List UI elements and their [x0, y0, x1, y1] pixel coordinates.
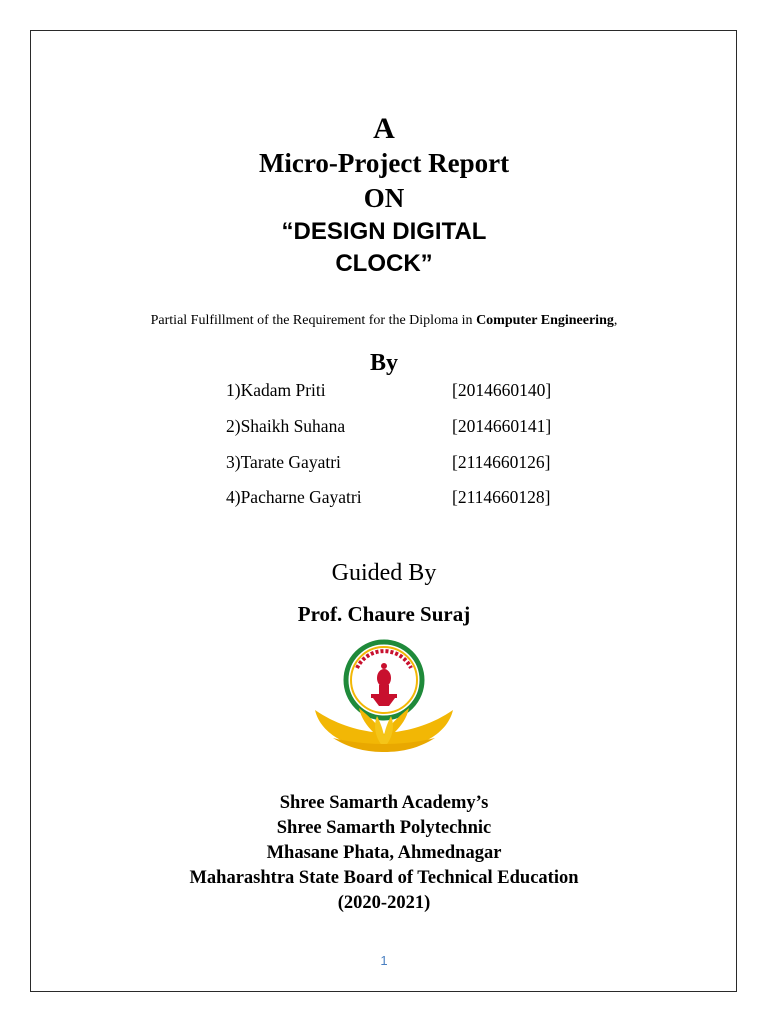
college-name: Shree Samarth Polytechnic: [276, 818, 492, 838]
student-name: 3)Tarate Gayatri: [226, 452, 341, 472]
student-id: [2014660140]: [452, 380, 552, 400]
student-id: [2014660141]: [452, 416, 552, 436]
student-name: 4)Pacharne Gayatri: [226, 487, 362, 507]
project-title-line2: CLOCK”: [335, 250, 433, 277]
fulfillment-statement: [0, 313, 768, 329]
fulfillment-prefix: Partial Fulfillment of the Requirement for the Diploma in: [150, 313, 477, 328]
student-id: [2114660128]: [452, 487, 551, 507]
project-title-line1: “DESIGN DIGITAL: [281, 218, 487, 245]
academy-name: Shree Samarth Academy’s: [279, 793, 489, 813]
fulfillment-suffix: ,: [613, 313, 618, 328]
student-id: [2114660126]: [452, 452, 551, 472]
department-name: Computer Engineering: [476, 313, 614, 328]
guided-by-label: Guided By: [331, 560, 437, 586]
page-number: 1: [380, 953, 388, 968]
title-on: ON: [363, 183, 405, 213]
student-name: 1)Kadam Priti: [226, 380, 326, 400]
board-name: Maharashtra State Board of Technical Education: [189, 868, 579, 888]
report-title: Micro-Project Report: [258, 148, 510, 178]
title-a: A: [373, 112, 395, 145]
guide-name: Prof. Chaure Suraj: [297, 602, 471, 626]
msbte-emblem-icon: [313, 638, 455, 758]
student-name: 2)Shaikh Suhana: [226, 416, 346, 436]
college-location: Mhasane Phata, Ahmednagar: [266, 843, 502, 863]
academic-year: (2020-2021): [337, 893, 431, 913]
project-title: [0, 216, 768, 280]
by-label: By: [369, 350, 398, 376]
